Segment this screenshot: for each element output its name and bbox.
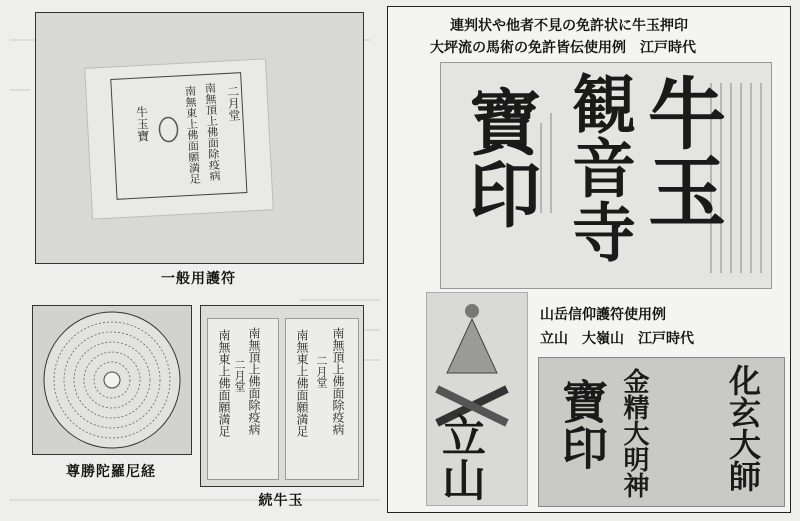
ominesan-right-chars: 化玄大師 xyxy=(724,364,762,492)
continued-talisman-photo xyxy=(200,305,364,487)
talisman-small2-col1: 南無頂上佛面除疫病 xyxy=(331,327,345,435)
general-talisman-photo xyxy=(35,12,364,264)
talisman-sheet-right xyxy=(285,318,359,480)
panel-title-line1: 連判状や他者不見の免許状に牛玉押印 xyxy=(450,18,688,34)
talisman-small1-col2: 南無東上佛面願満足 xyxy=(217,329,231,437)
talisman-col-2: 南無東上佛面願満足 xyxy=(183,85,202,185)
talisman-paper xyxy=(84,58,274,219)
talisman-small1-col1: 南無頂上佛面除疫病 xyxy=(247,327,261,435)
ominesan-seal-chars: 寶印 xyxy=(555,378,609,470)
mountain-title-line1: 山岳信仰護符使用例 xyxy=(540,307,666,323)
caption-continued: 続牛玉 xyxy=(258,493,304,509)
ominesan-mid-chars: 金精大明神 xyxy=(619,368,649,498)
ominesan-photo xyxy=(538,357,785,507)
talisman-seal-text: 牛玉寶 xyxy=(134,105,151,143)
tateyama-photo xyxy=(426,292,528,506)
right-panel xyxy=(387,6,791,513)
talisman-sheet-left xyxy=(207,318,279,480)
talisman-small2-col2: 南無東上佛面願満足 xyxy=(295,329,309,437)
license-big-char-1: 牛玉 xyxy=(635,73,726,229)
caption-general-amulet: 一般用護符 xyxy=(161,271,236,287)
talisman-small2-date: 二月堂 xyxy=(315,355,328,388)
talisman-col-1: 南無頂上佛面除疫病 xyxy=(203,81,222,182)
dharani-photo xyxy=(32,305,192,455)
talisman-frame xyxy=(85,59,273,218)
dharani-circle-drawing xyxy=(33,306,191,454)
panel-title-line2: 大坪流の馬術の免許皆伝使用例 江戸時代 xyxy=(430,40,696,56)
mountain-title-line2: 立山 大嶺山 江戸時代 xyxy=(540,331,694,347)
tateyama-chars: 立山 xyxy=(434,413,485,501)
license-big-char-3: 寶印 xyxy=(457,85,542,229)
license-big-char-2: 観音寺 xyxy=(561,71,636,263)
caption-dharani: 尊勝陀羅尼経 xyxy=(66,464,156,480)
license-photo xyxy=(440,62,772,289)
talisman-small1-date: 二月堂 xyxy=(233,359,246,392)
talisman-date: 二月堂 xyxy=(225,84,242,122)
